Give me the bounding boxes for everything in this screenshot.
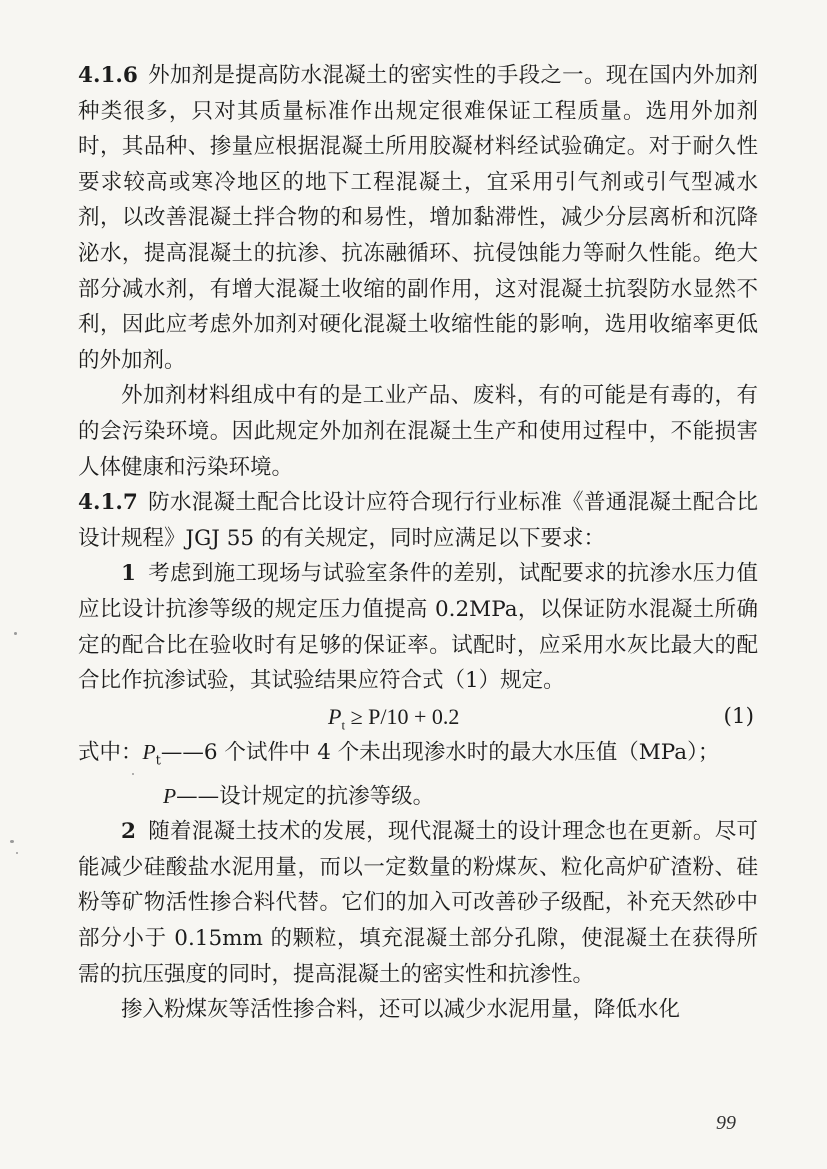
where-symbol: P (163, 783, 177, 808)
section-4-1-6-paragraph-2 (78, 378, 758, 485)
equation-number: (1) (723, 703, 754, 729)
item-number: 1 (121, 561, 136, 587)
where-line-2 (78, 779, 758, 815)
section-4-1-7-intro (78, 485, 758, 556)
formula-1 (78, 699, 758, 735)
paragraph-text: 外加剂材料组成中有的是工业产品、废料，有的可能是有毒的，有的会污染环境。因此规定外加剂在混凝土生产和使用过程中，不能损害人体健康和污染环境。 (78, 383, 758, 480)
scan-speck (10, 840, 14, 843)
where-definition: ——设计规定的抗渗等级。 (176, 783, 435, 809)
formula-rhs: ≥ P/10 + 0.2 (350, 703, 460, 729)
formula-subscript: t (341, 717, 346, 733)
where-prefix: 式中： (78, 739, 143, 765)
section-4-1-6-paragraph (78, 58, 758, 378)
paragraph-text: 防水混凝土配合比设计应符合现行行业标准《普通混凝土配合比设计规程》JGJ 55 的有关规定，同时应满足以下要求： (78, 490, 758, 551)
where-definition: ——6 个试件中 4 个未出现渗水时的最大水压值（MPa）； (160, 739, 720, 765)
scan-speck (14, 632, 17, 635)
scan-speck (132, 773, 134, 775)
paragraph-text: 考虑到施工现场与试验室条件的差别，试配要求的抗渗水压力值应比设计抗渗等级的规定压力值提高 0.2MPa，以保证防水混凝土所确定的配合比在验收时有足够的保证率。试配时，应采用水灰比最大的配合比作抗渗试验，其试验结果应符合式（1）规定。 (78, 561, 758, 694)
section-number: 4.1.6 (78, 63, 138, 88)
formula-symbol: P (328, 703, 342, 729)
paragraph-text: 掺入粉煤灰等活性掺合料，还可以减少水泥用量，降低水化 (121, 997, 681, 1023)
item-number: 2 (121, 819, 136, 845)
paragraph-text: 外加剂是提高防水混凝土的密实性的手段之一。现在国内外加剂种类很多，只对其质量标准作出规定很难保证工程质量。选用外加剂时，其品种、掺量应根据混凝土所用胶凝材料经试验确定。对于耐久性要求较高或寒冷地区的地下工程混凝土，宜采用引气剂或引气型减水剂，以改善混凝土拌合物的和易性，增加黏滞性，减少分层离析和沉降泌水，提高混凝土的抗渗、抗冻融循环、抗侵蚀能力等耐久性能。绝大部分减水剂，有增大混凝土收缩的副作用，这对混凝土抗裂防水显然不利，因此应考虑外加剂对硬化混凝土收缩性能的影响，选用收缩率更低的外加剂。 (78, 63, 758, 373)
page-body (78, 58, 758, 1028)
where-subscript: t (155, 752, 161, 768)
page-number: 99 (716, 1112, 736, 1134)
item-2 (78, 814, 758, 992)
formula-expression (328, 699, 459, 743)
item-2-continuation (78, 992, 758, 1028)
where-symbol: P (142, 739, 156, 764)
paragraph-text: 随着混凝土技术的发展，现代混凝土的设计理念也在更新。尽可能减少硅酸盐水泥用量，而以一定数量的粉煤灰、粒化高炉矿渣粉、硅粉等矿物活性掺合料代替。它们的加入可改善砂子级配，补充天然砂中部分小于 0.15mm 的颗粒，填充混凝土部分孔隙，使混凝土在获得所需的抗压强度的同时，提高混凝土的密实性和抗渗性。 (78, 819, 758, 987)
item-1 (78, 556, 758, 698)
section-number: 4.1.7 (78, 490, 138, 516)
scan-speck (16, 852, 18, 854)
